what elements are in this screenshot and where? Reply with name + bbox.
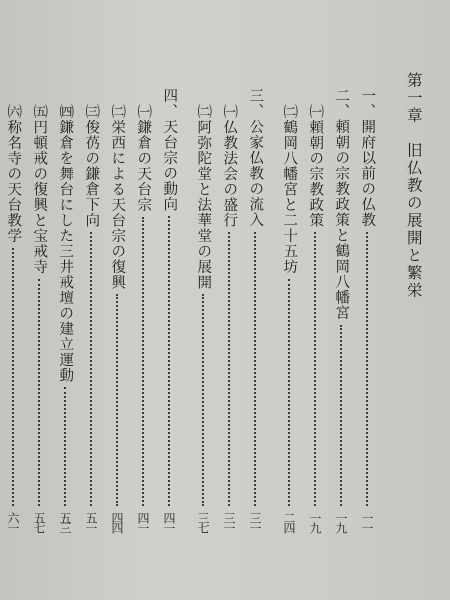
toc-entry bbox=[0, 72, 26, 532]
toc-entry-page: 一九 bbox=[308, 512, 322, 532]
toc-entry bbox=[354, 72, 380, 532]
toc-entry-title: ㈤円頓戒の復興と宝戒寺 bbox=[31, 104, 48, 275]
toc-entry-title: ㈣鎌倉を舞台にした三井戒壇の建立運動 bbox=[57, 104, 74, 383]
toc-entry-page: 五三 bbox=[58, 512, 72, 532]
dot-leader bbox=[116, 294, 119, 506]
toc-entry-page: 一一 bbox=[360, 512, 374, 532]
toc-entry-title: ㈥称名寺の天台教学 bbox=[5, 104, 22, 244]
toc-entry-title: 二、頼朝の宗教政策と鶴岡八幡宮 bbox=[333, 88, 350, 321]
toc-entry bbox=[52, 72, 78, 532]
dot-leader bbox=[64, 387, 67, 506]
dot-leader bbox=[288, 279, 291, 507]
toc-entry-title: 一、開府以前の仏教 bbox=[359, 88, 376, 228]
toc-entry-page: 二四 bbox=[282, 512, 296, 532]
toc-entry-title: ㈠鎌倉の天台宗 bbox=[135, 104, 152, 213]
toc-entry-title: 四、天台宗の動向 bbox=[161, 88, 178, 212]
dot-leader bbox=[340, 325, 343, 507]
toc-entry-page: 六一 bbox=[6, 512, 20, 532]
dot-leader bbox=[254, 232, 257, 507]
chapter-heading bbox=[400, 72, 426, 532]
table-of-contents bbox=[0, 72, 426, 532]
dot-leader bbox=[314, 232, 317, 506]
dot-leader bbox=[90, 232, 93, 506]
toc-entry bbox=[130, 72, 156, 532]
dot-leader bbox=[202, 294, 205, 506]
dot-leader bbox=[38, 279, 41, 507]
toc-entry-title: ㈠仏教法会の盛行 bbox=[221, 104, 238, 228]
toc-entry-page: 五一 bbox=[84, 512, 98, 532]
toc-entry bbox=[216, 72, 242, 532]
chapter-title: 第一章 旧仏教の展開と繁栄 bbox=[404, 72, 423, 300]
dot-leader bbox=[12, 248, 15, 507]
toc-entry bbox=[242, 72, 268, 532]
toc-entry-page: 三七 bbox=[196, 512, 210, 532]
toc-entry-page: 四一 bbox=[136, 512, 150, 532]
toc-entry-title: 三、公家仏教の流入 bbox=[247, 88, 264, 228]
dot-leader bbox=[366, 232, 369, 507]
toc-entry bbox=[26, 72, 52, 532]
toc-entry-title: ㈡阿弥陀堂と法華堂の展開 bbox=[195, 104, 212, 290]
toc-entry bbox=[328, 72, 354, 532]
toc-entry-title: ㈡鶴岡八幡宮と二十五坊 bbox=[281, 104, 298, 275]
toc-entry-page: 四四 bbox=[110, 512, 124, 532]
toc-entry-title: ㈢俊芿の鎌倉下向 bbox=[83, 104, 100, 228]
toc-entry bbox=[78, 72, 104, 532]
toc-entry-title: ㈠頼朝の宗教政策 bbox=[307, 104, 324, 228]
dot-leader bbox=[168, 216, 171, 506]
toc-entry bbox=[190, 72, 216, 532]
dot-leader bbox=[228, 232, 231, 506]
toc-entry-page: 三一 bbox=[222, 512, 236, 532]
toc-entry bbox=[156, 72, 182, 532]
dot-leader bbox=[142, 217, 145, 507]
toc-entry bbox=[276, 72, 302, 532]
toc-entry-page: 四一 bbox=[162, 512, 176, 532]
toc-entry bbox=[302, 72, 328, 532]
toc-entry-page: 三一 bbox=[248, 512, 262, 532]
toc-entry-page: 五七 bbox=[32, 512, 46, 532]
toc-entry-title: ㈡栄西による天台宗の復興 bbox=[109, 104, 126, 290]
toc-entry-page: 一九 bbox=[334, 512, 348, 532]
toc-entry bbox=[104, 72, 130, 532]
